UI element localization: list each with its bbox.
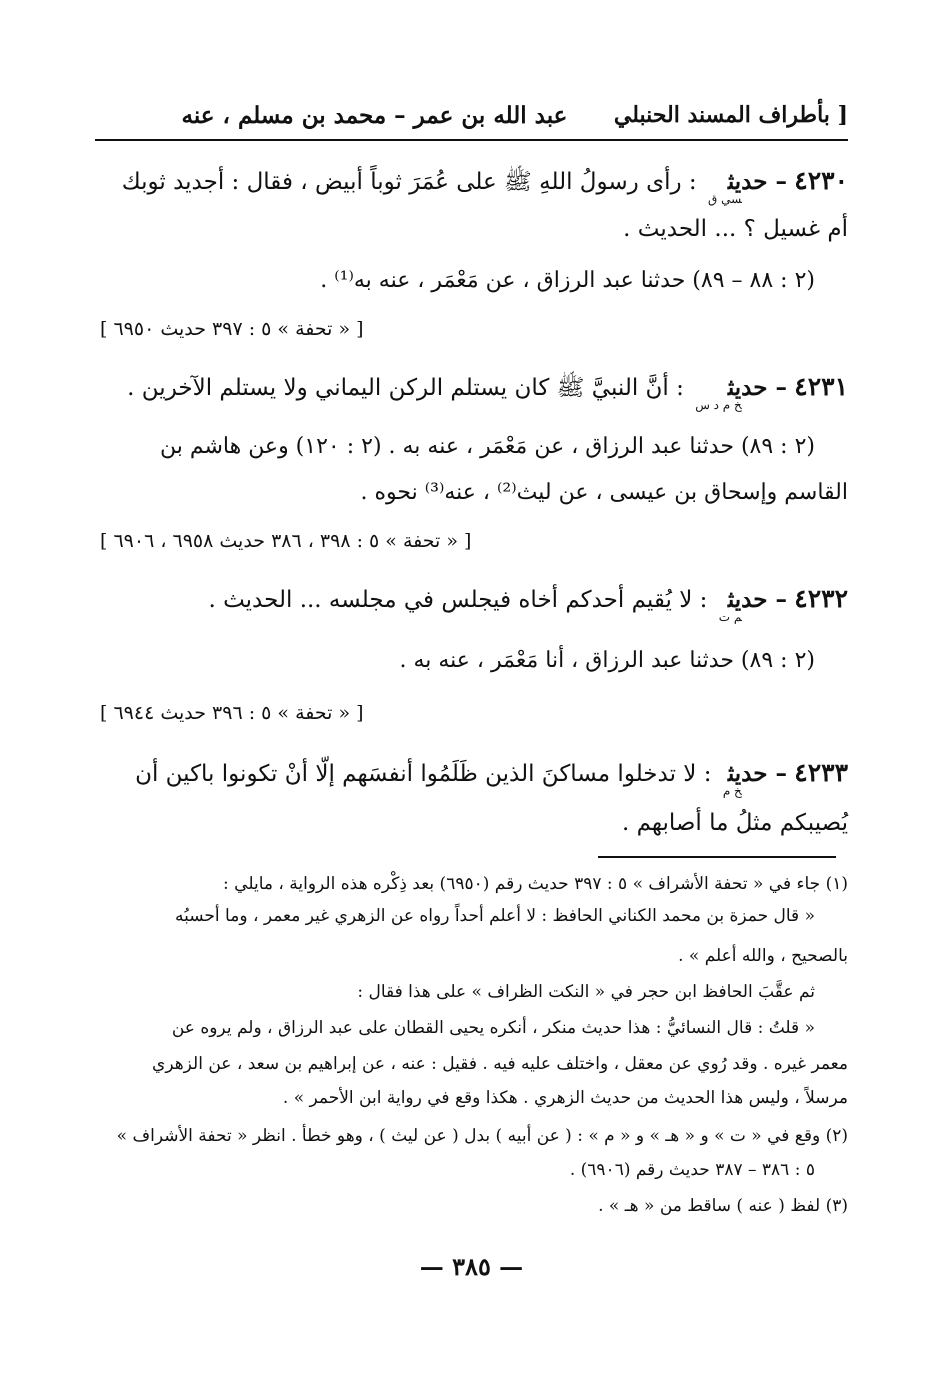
hadith-sigla: سي ق: [707, 192, 742, 206]
hadith-text: : رأى رسولُ اللهِ ﷺ على عُمَرَ ثوباً أبيض ، فقال : أجديد ثوبك: [121, 169, 697, 195]
hadith-4230-tuhfa-ref: [ « تحفة » ٥ : ٣٩٧ حديث ٦٩٥٠ ]: [100, 318, 364, 340]
footnote-line: (٢) وقع في « ت » و « هـ » و « م » : ( عن أبيه ) بدل ( عن ليث ) ، وهو خطأ . انظر « تحفة الأشراف »: [116, 1126, 848, 1146]
running-header: [95, 96, 848, 134]
hadith-text: : لا تدخلوا مساكنَ الذين ظَلَمُوا أنفسَهم إلّا أنْ تكونوا باكين أن: [135, 761, 712, 787]
footnote-line: ثم عقَّبَ الحافظ ابن حجر في « النكت الظراف » على هذا فقال :: [357, 982, 815, 1002]
page-number: — ٣٨٥ —: [419, 1252, 524, 1281]
footnote-line: ٥ : ٣٨٦ – ٣٨٧ حديث رقم (٦٩٠٦) .: [569, 1160, 815, 1180]
footnote-rule: [598, 856, 836, 858]
hadith-keyword: حديث: [727, 586, 768, 613]
hadith-4231-line1: ٤٢٣١ – حديث$_{خ م د س}$ : أنَّ النبيَّ ﷺ كان يستلم الركن اليماني ولا يستلم الآخرين .: [127, 372, 848, 412]
footnote-line: (٣) لفظ ( عنه ) ساقط من « هـ » .: [598, 1196, 848, 1216]
hadith-sigla: خ م: [722, 784, 742, 798]
hadith-4230-line2: أم غسيل ؟ ... الحديث .: [623, 216, 848, 242]
header-section-title: عبد الله بن عمر – محمد بن مسلم ، عنه: [181, 101, 568, 129]
hadith-keyword: حديث: [727, 168, 768, 195]
footnote-line: مرسلاً ، وليس هذا الحديث من حديث الزهري . هكذا وقع في رواية ابن الأحمر » .: [282, 1088, 848, 1108]
hadith-sigla: م ت: [718, 610, 742, 624]
hadith-number: ٤٢٣٣: [794, 758, 848, 787]
hadith-number: ٤٢٣٠: [794, 166, 848, 195]
hadith-4231-source2: القاسم وإسحاق بن عيسى ، عن ليث⁽²⁾ ، عنه⁽³⁾ نحوه .: [360, 480, 848, 505]
hadith-4232-source: (٢ : ٨٩) حدثنا عبد الرزاق ، أنا مَعْمَر ، عنه به .: [399, 648, 815, 673]
hadith-4233-line1: ٤٢٣٣ – حديث$_{خ م}$ : لا تدخلوا مساكنَ الذين ظَلَمُوا أنفسَهم إلّا أنْ تكونوا باكين أن: [135, 758, 848, 798]
hadith-4232-tuhfa-ref: [ « تحفة » ٥ : ٣٩٦ حديث ٦٩٤٤ ]: [100, 702, 364, 724]
footnote-line: « قلتُ : قال النسائيُّ : هذا حديث منكر ، أنكره يحيى القطان على عبد الرزاق ، ولم يروه عن: [171, 1018, 815, 1038]
hadith-sigla: خ م د س: [695, 398, 742, 412]
hadith-number: ٤٢٣٢: [794, 584, 848, 613]
header-book-title: بأطراف المسند الحنبلي ]: [613, 102, 848, 128]
footnote-line: بالصحيح ، والله أعلم » .: [678, 946, 848, 966]
hadith-text: : لا يُقيم أحدكم أخاه فيجلس في مجلسه ... الحديث .: [208, 587, 708, 613]
hadith-4230-source: (٢ : ٨٨ – ٨٩) حدثنا عبد الرزاق ، عن مَعْمَر ، عنه به⁽¹⁾ .: [320, 268, 815, 293]
header-rule: [95, 139, 848, 141]
hadith-keyword: حديث: [727, 374, 768, 401]
hadith-keyword: حديث: [727, 760, 768, 787]
hadith-4231-tuhfa-ref: [ « تحفة » ٥ : ٣٩٨ ، ٣٨٦ حديث ٦٩٥٨ ، ٦٩٠٦ ]: [100, 530, 472, 552]
hadith-4232-line1: ٤٢٣٢ – حديث$_{م ت}$ : لا يُقيم أحدكم أخاه فيجلس في مجلسه ... الحديث .: [208, 584, 848, 624]
hadith-4230-line1: ٤٢٣٠ – حديث$_{سي ق}$ : رأى رسولُ اللهِ ﷺ على عُمَرَ ثوباً أبيض ، فقال : أجديد ثوبك: [121, 166, 848, 206]
footnote-line: معمر غيره . وقد رُوي عن معقل ، واختلف عليه فيه . فقيل : عنه ، عن إبراهيم بن سعد ، عن الزهري: [152, 1054, 848, 1074]
hadith-4233-line2: يُصيبكم مثلُ ما أصابهم .: [621, 810, 848, 836]
footnote-line: (١) جاء في « تحفة الأشراف » ٥ : ٣٩٧ حديث رقم (٦٩٥٠) بعد ذِكْره هذه الرواية ، مايلي :: [223, 874, 848, 894]
hadith-4231-source1: (٢ : ٨٩) حدثنا عبد الرزاق ، عن مَعْمَر ، عنه به . (٢ : ١٢٠) وعن هاشم بن: [159, 434, 815, 459]
hadith-text: : أنَّ النبيَّ ﷺ كان يستلم الركن اليماني ولا يستلم الآخرين .: [127, 375, 684, 401]
footnote-line: « قال حمزة بن محمد الكناني الحافظ : لا أعلم أحداً رواه عن الزهري غير معمر ، وما أحسبُه: [175, 906, 815, 926]
hadith-number: ٤٢٣١: [794, 372, 848, 401]
